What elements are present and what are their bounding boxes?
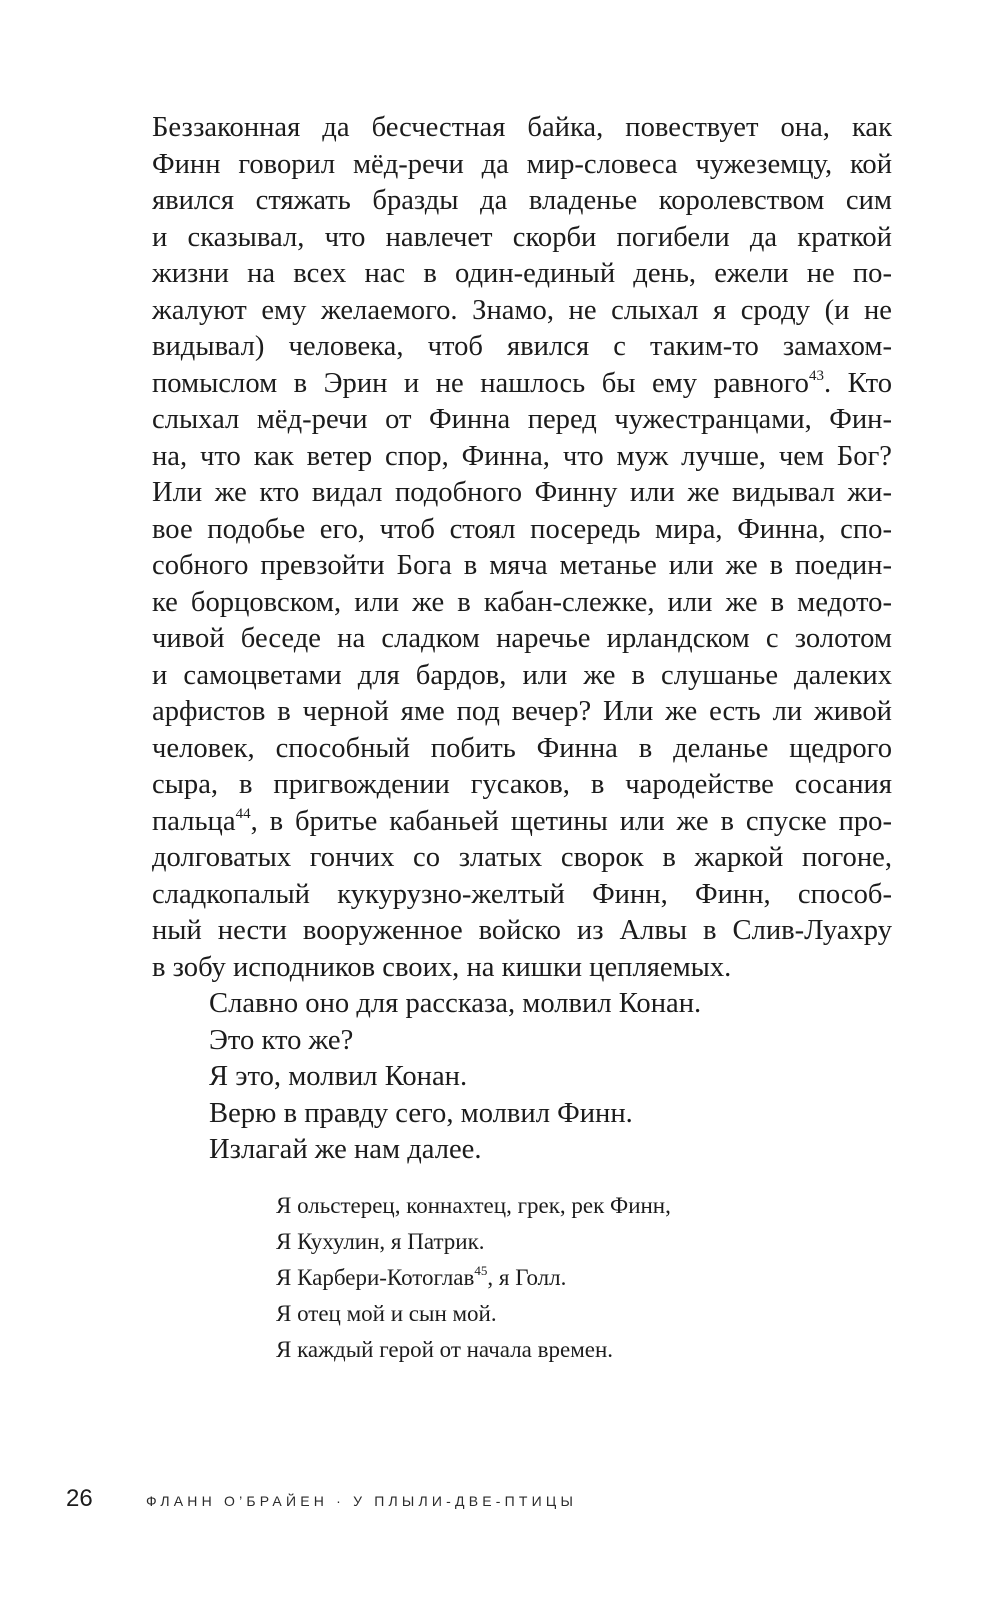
text-line: арфистов в черной яме под вечер? Или же есть ли живой — [152, 696, 892, 727]
text-line: Беззаконная да бесчестная байка, повествует она, как — [152, 112, 892, 143]
poem — [276, 1188, 671, 1368]
poem-line: Я отец мой и сын мой. — [276, 1301, 497, 1326]
text-fragment: , в бритье кабаньей щетины или же в спуске про- — [250, 805, 892, 837]
text-line: чивой беседе на сладком наречье ирландском с золотом — [152, 623, 892, 654]
poem-line-with-footnote — [276, 1260, 671, 1296]
dialog-line: Верю в правду сего, молвил Финн. — [209, 1097, 633, 1129]
text-line: в зобу исподников своих, на кишки цепляемых. — [152, 951, 732, 983]
text-line: ный нести вооруженное войско из Алвы в Слив-Луахру — [152, 915, 892, 946]
text-fragment: . Кто — [823, 367, 892, 399]
poem-fragment: , я Голл. — [487, 1265, 567, 1290]
poem-fragment: Я Карбери-Котоглав — [276, 1265, 475, 1290]
text-line: Или же кто видал подобного Финну или же видывал жи- — [152, 477, 892, 508]
poem-line: Я ольстерец, коннахтец, грек, рек Финн, — [276, 1193, 671, 1218]
text-line-with-footnote — [152, 804, 892, 841]
main-text — [152, 110, 892, 1169]
footnote-marker-43: 43 — [808, 367, 824, 384]
text-line: и самоцветами для бардов, или же в слушанье далеких — [152, 659, 892, 691]
page-number: 26 — [66, 1485, 93, 1512]
text-line: вое подобье его, чтоб стоял посередь мира, Финна, спо- — [152, 513, 892, 545]
text-line-with-footnote — [152, 366, 892, 403]
text-line: на, что как ветер спор, Финна, что муж лучше, чем Бог? — [152, 440, 892, 472]
dialog-line: Славно оно для рассказа, молвил Конан. — [209, 988, 702, 1019]
text-line: слыхал мёд-речи от Финна перед чужестранцами, Фин- — [152, 404, 892, 435]
poem-line: Я каждый герой от начала времен. — [276, 1337, 614, 1362]
dialog-line: Я это, молвил Конан. — [209, 1061, 468, 1092]
text-line: ке борцовском, или же в кабан-слежке, или же в медото- — [152, 586, 892, 618]
text-line: и сказывал, что навлечет скорби погибели да краткой — [152, 221, 892, 253]
poem-line: Я Кухулин, я Патрик. — [276, 1229, 485, 1254]
text-line: видывал) человека, чтоб явился с таким-то замахом- — [152, 331, 892, 362]
dialog-line: Излагай же нам далее. — [209, 1134, 482, 1165]
text-line: человек, способный побить Финна в деланье щедрого — [152, 732, 892, 764]
dialog-line: Это кто же? — [209, 1024, 354, 1056]
text-fragment: помыслом в Эрин и не нашлось бы ему равного — [152, 367, 809, 399]
text-line: сыра, в пригвождении гусаков, в чародействе сосания — [152, 769, 892, 800]
page-footer — [66, 1485, 577, 1515]
text-line: явился стяжать бразды да владенье королевством сим — [152, 185, 892, 216]
text-line: сладкопалый кукурузно-желтый Финн, Финн, способ- — [152, 878, 892, 910]
text-line: жизни на всех нас в один-единый день, ежели не по- — [152, 258, 892, 289]
running-head: ФЛАНН О’БРАЙЕН · У ПЛЫЛИ-ДВЕ-ПТИЦЫ — [146, 1493, 578, 1509]
text-line: долговатых гончих со златых сворок в жаркой погоне, — [152, 842, 892, 873]
text-fragment: пальца — [152, 805, 236, 837]
text-line: Финн говорил мёд-речи да мир-словеса чужеземцу, кой — [152, 148, 892, 180]
footnote-marker-45: 45 — [474, 1263, 488, 1278]
text-line: жалуют ему желаемого. Знамо, не слыхал я сроду (и не — [152, 294, 892, 326]
footnote-marker-44: 44 — [235, 805, 251, 822]
text-line: собного превзойти Бога в мяча метанье или же в поедин- — [152, 550, 892, 581]
